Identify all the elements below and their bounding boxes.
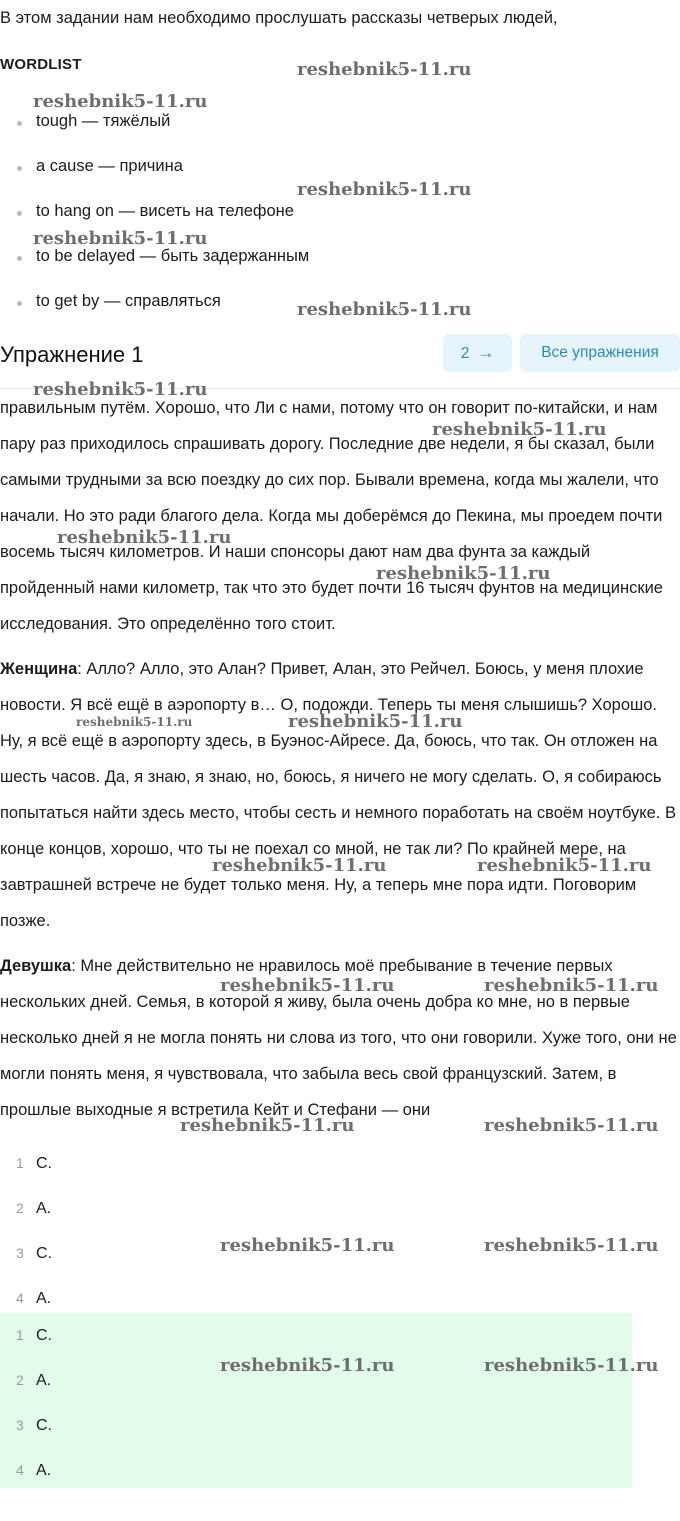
watermark: reshebnik5-11.ru	[297, 179, 472, 200]
answer-value: A.	[36, 1200, 52, 1217]
wordlist	[0, 99, 309, 324]
answer-value: A.	[36, 1290, 52, 1307]
watermark: reshebnik5-11.ru	[484, 975, 659, 996]
answer-number: 1	[16, 1155, 24, 1171]
exercise-title: Упражнение 1	[0, 342, 144, 367]
watermark: reshebnik5-11.ru	[297, 299, 472, 320]
answer-value: C.	[36, 1417, 52, 1434]
answer-value: C.	[36, 1155, 52, 1172]
wordlist-item: tough — тяжёлый	[0, 99, 309, 144]
speaker-label: Женщина	[0, 660, 78, 678]
watermark: reshebnik5-11.ru	[376, 563, 551, 584]
speaker-text: : Мне действительно не нравилось моё пребывание в течение первых нескольких дней. Семья, в которой я живу, была очень добра ко мне, но в первые несколько дней я не могла понять ни слова из того, что они говорили. Хуже того, они не могли понять меня, я чувствовала, что забыла весь свой французский. Затем, в прошлые выходные я встретила Кейт и Стефани — они	[0, 957, 677, 1119]
answer-item	[0, 1186, 680, 1231]
watermark: reshebnik5-11.ru	[484, 1115, 659, 1136]
watermark: reshebnik5-11.ru	[220, 1235, 395, 1256]
watermark: reshebnik5-11.ru	[76, 715, 193, 729]
transcript	[0, 390, 680, 1148]
answer-number: 1	[16, 1327, 24, 1343]
answer-item	[0, 1448, 632, 1493]
all-exercises-button[interactable]: Все упражнения	[520, 334, 680, 372]
wordlist-item: to hang on — висеть на телефоне	[0, 189, 309, 234]
watermark: reshebnik5-11.ru	[220, 975, 395, 996]
answer-number: 3	[16, 1245, 24, 1261]
answer-item	[0, 1141, 680, 1186]
wordlist-item: to get by — справляться	[0, 279, 309, 324]
arrow-right-icon: →	[477, 343, 495, 362]
watermark: reshebnik5-11.ru	[220, 1355, 395, 1376]
watermark: reshebnik5-11.ru	[180, 1115, 355, 1136]
watermark: reshebnik5-11.ru	[33, 228, 208, 249]
answer-number: 4	[16, 1290, 24, 1306]
watermark: reshebnik5-11.ru	[57, 527, 232, 548]
answer-number: 2	[16, 1200, 24, 1216]
speaker-text: : Алло? Алло, это Алан? Привет, Алан, это Рейчел. Боюсь, у меня плохие новости. Я всё ещё в аэропорту в… О, подожди. Теперь ты меня слышишь? Хорошо. Ну, я всё ещё в аэропорту здесь, в Буэнос-Айресе. Да, боюсь, что так. Он отложен на шесть часов. Да, я знаю, я знаю, но, боюсь, я ничего не могу сделать. О, я собираюсь попытаться найти здесь место, чтобы сесть и немного поработать на своём ноутбуке. В конце концов, хорошо, что ты не поехал со мной, не так ли? По крайней мере, на завтрашней встрече не будет только меня. Ну, а теперь мне пора идти. Поговорим позже.	[0, 660, 677, 930]
wordlist-item: to be delayed — быть задержанным	[0, 234, 309, 279]
answer-value: A.	[36, 1372, 52, 1389]
answer-list	[0, 1141, 680, 1321]
answer-number: 3	[16, 1417, 24, 1433]
answer-item	[0, 1403, 632, 1448]
answer-value: C.	[36, 1327, 52, 1344]
speaker-label: Девушка	[0, 957, 72, 975]
watermark: reshebnik5-11.ru	[477, 855, 652, 876]
watermark: reshebnik5-11.ru	[212, 855, 387, 876]
exercise-header	[0, 330, 680, 380]
next-exercise-label: 2	[460, 345, 470, 362]
answer-value: C.	[36, 1245, 52, 1262]
answer-number: 4	[16, 1462, 24, 1478]
answer-list-highlighted	[0, 1313, 632, 1488]
answer-item	[0, 1313, 632, 1358]
watermark: reshebnik5-11.ru	[297, 59, 472, 80]
intro-text: В этом задании нам необходимо прослушать рассказы четверых людей,	[0, 9, 558, 27]
watermark: reshebnik5-11.ru	[33, 379, 208, 400]
watermark: reshebnik5-11.ru	[288, 711, 463, 732]
answer-value: A.	[36, 1462, 52, 1479]
wordlist-title: WORDLIST	[0, 56, 82, 73]
wordlist-item: a cause — причина	[0, 144, 309, 189]
transcript-paragraph	[0, 651, 680, 939]
watermark: reshebnik5-11.ru	[484, 1355, 659, 1376]
next-exercise-button[interactable]	[443, 334, 512, 372]
answer-number: 2	[16, 1372, 24, 1388]
watermark: reshebnik5-11.ru	[484, 1235, 659, 1256]
watermark: reshebnik5-11.ru	[33, 91, 208, 112]
transcript-paragraph: правильным путём. Хорошо, что Ли с нами, потому что он говорит по-китайски, и нам пару раз приходилось спрашивать дорогу. Последние две недели, я бы сказал, были самыми трудными за всю поездку до сих пор. Бывали времена, когда мы жалели, что начали. Но это ради благого дела. Когда мы доберёмся до Пекина, мы проедем почти восемь тысяч километров. И наши спонсоры дают нам два фунта за каждый пройденный нами километр, так что это будет почти 16 тысяч фунтов на медицинские исследования. Это определённо того стоит.	[0, 399, 663, 633]
watermark: reshebnik5-11.ru	[432, 419, 607, 440]
